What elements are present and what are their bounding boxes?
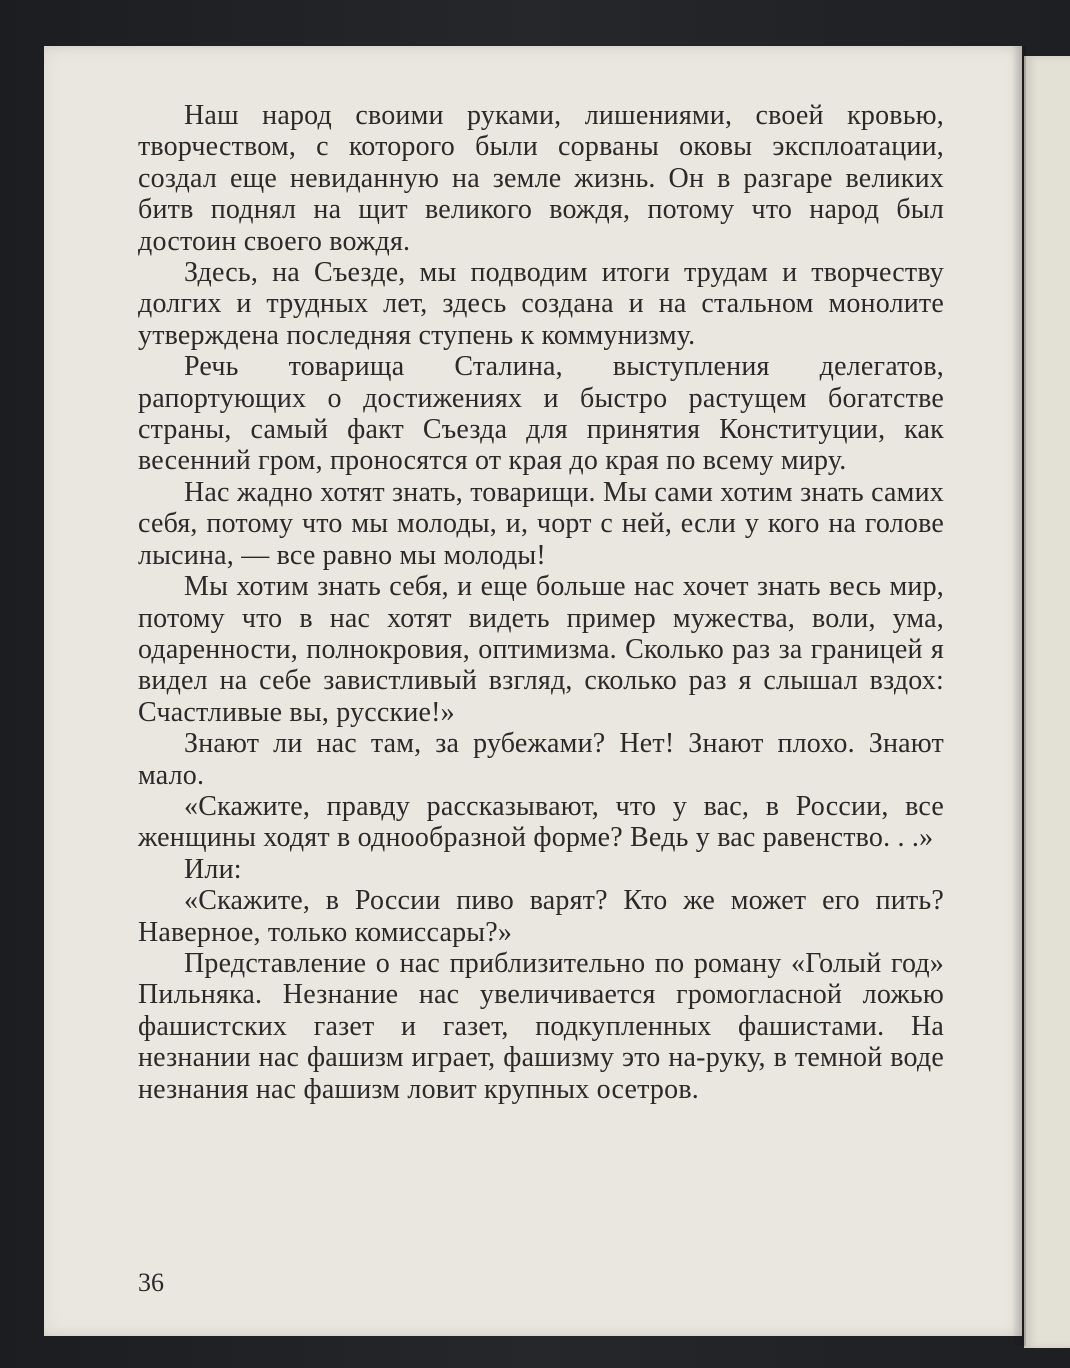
paragraph: Мы хотим знать себя, и еще больше нас хочет знать весь мир, потому что в нас хотят видеть пример мужества, воли, ума, одаренности, полнокровия, оптимизма. Сколько раз за границей я видел на себе завистливый взгляд, сколько раз я слышал вздох: Счастливые вы, русские!»	[138, 571, 944, 728]
adjacent-page-edge	[1024, 56, 1070, 1348]
paragraph: Знают ли нас там, за рубежами? Нет! Знают плохо. Знают мало.	[138, 728, 944, 791]
paragraph: Или:	[184, 853, 242, 885]
body-text	[138, 100, 944, 1105]
paragraph: Наш народ своими руками, лишениями, своей кровью, творчеством, с которого были сорваны оковы эксплоатации, создал еще невиданную на земле жизнь. Он в разгаре великих битв поднял на щит великого вождя, потому что народ был достоин своего вождя.	[138, 100, 944, 257]
paragraph: Представление о нас приблизительно по роману «Голый год» Пильняка. Незнание нас увеличивается громогласной ложью фашистских газет и газет, подкупленных фашистами. На незнании нас фашизм играет, фашизму это на-руку, в темной воде незнания нас фашизм ловит крупных осетров.	[138, 947, 944, 1105]
paragraph: Здесь, на Съезде, мы подводим итоги трудам и творчеству долгих и трудных лет, здесь создана и на стальном монолите утверждена последняя ступень к коммунизму.	[138, 257, 944, 351]
page-number: 36	[138, 1268, 164, 1297]
paragraph: Речь товарища Сталина, выступления делегатов, рапортующих о достижениях и быстро растущем богатстве страны, самый факт Съезда для принятия Конституции, как весенний гром, проносятся от края до края по всему миру.	[138, 351, 944, 477]
paragraph: «Скажите, правду рассказывают, что у вас, в России, все женщины ходят в однообразной форме? Ведь у вас равенство. . .»	[138, 790, 944, 854]
paragraph: «Скажите, в России пиво варят? Кто же может его пить? Наверное, только комиссары?»	[138, 885, 944, 948]
gutter-shadow	[1012, 46, 1026, 1346]
paragraph: Нас жадно хотят знать, товарищи. Мы сами хотим знать самих себя, потому что мы молоды, и, чорт с ней, если у кого на голове лысина, — все равно мы молоды!	[138, 476, 944, 571]
